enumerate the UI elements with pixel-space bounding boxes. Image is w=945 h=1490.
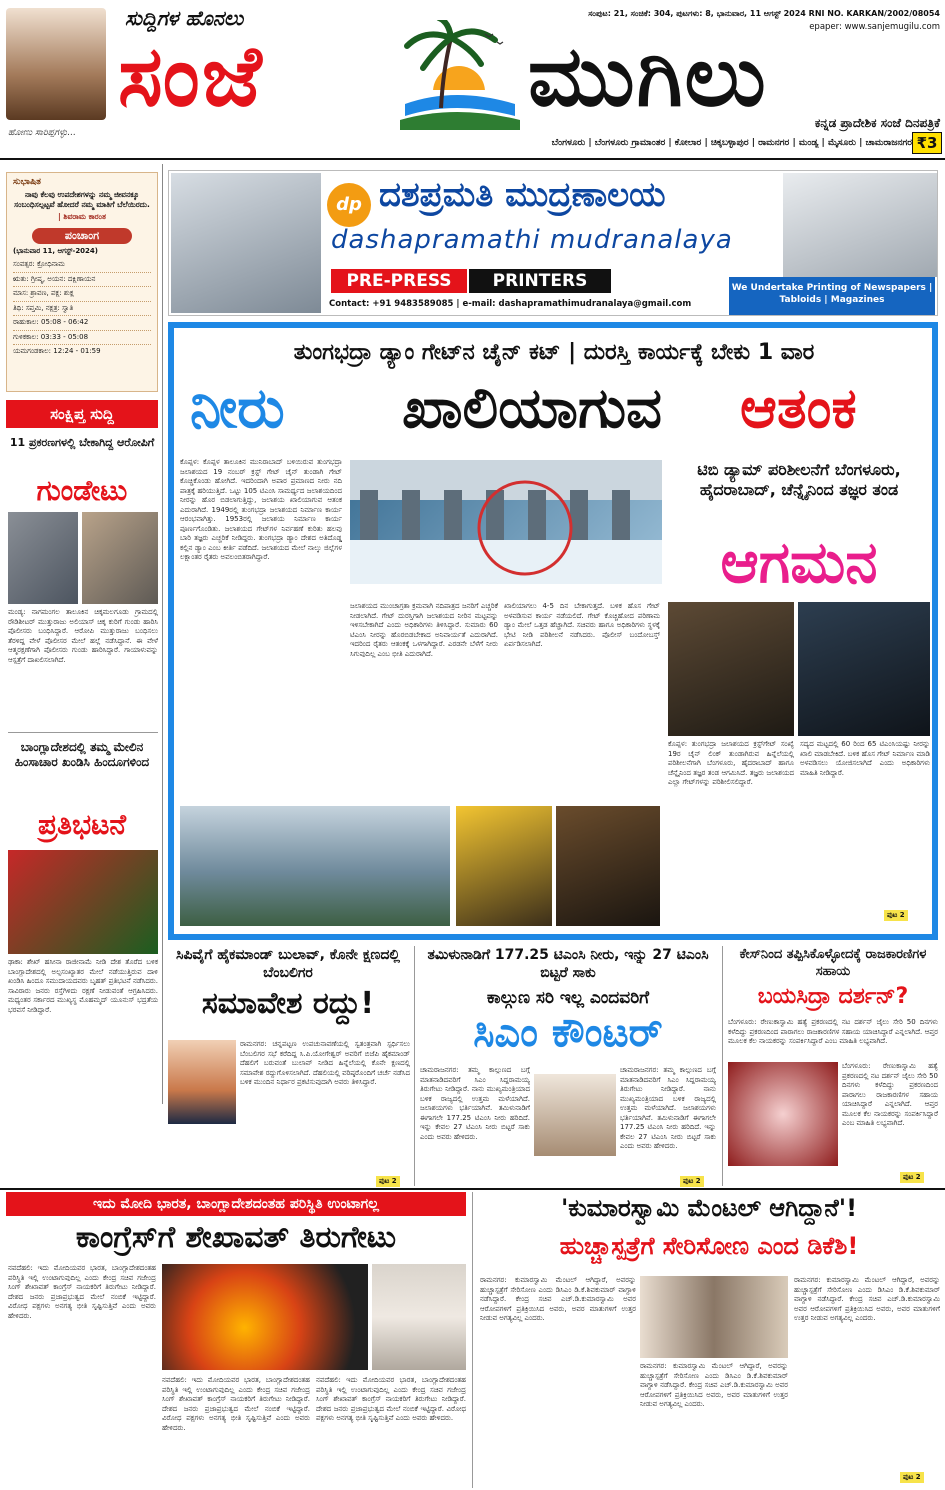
lead-headline-a: ನೀರು — [190, 376, 285, 441]
masthead-title-sanje: ಸಂಜೆ — [118, 27, 264, 125]
brief1-title: ಗುಂಡೇಟು — [36, 474, 128, 507]
cm-photo — [534, 1074, 616, 1156]
bottom-left-title: ಕಾಂಗ್ರೆಸ್‌ಗೆ ಶೇಖಾವತ್ ತಿರುಗೇಟು — [75, 1220, 397, 1255]
ad-press-photo-right — [783, 173, 937, 277]
panchanga-head: ಪಂಚಾಂಗ — [32, 228, 132, 244]
lead-headline-b: ಖಾಲಿಯಾಗುವ — [402, 376, 663, 441]
mid2-kicker: ತಮಿಳುನಾಡಿಗೆ 177.25 ಟಿಎಂಸಿ ನೀರು, ಇನ್ನು 27 ಟಿಎಂಸಿ ಬಿಟ್ಟರೆ ಸಾಕು — [427, 947, 709, 981]
bottom-right-continued[interactable]: ಪುಟ 2 — [900, 1472, 924, 1483]
mid1-kicker: ಸಿಪಿವೈಗೆ ಹೈಕಮಾಂಡ್ ಬುಲಾವ್, ಕೊನೇ ಕ್ಷಣದಲ್ಲಿ ಬೆಂಬಲಿಗರ — [176, 947, 400, 981]
panchanga-date: (ಭಾನುವಾರ 11, ಆಗಸ್ಟ್-2024) — [13, 247, 98, 255]
bottom-left-body: ನವದೆಹಲಿ: ಇದು ಮೋದಿಯವರ ಭಾರತ, ಬಾಂಗ್ಲಾದೇಶದಂತಹ ಪರಿಸ್ಥಿತಿ ಇಲ್ಲಿ ಉಂಟಾಗುವುದಿಲ್ಲ ಎಂದು ಕೇಂದ್ರ ಸಚಿವ ಗಜೇಂದ್ರ ಸಿಂಗ್ ಶೇಖಾವತ್ ಕಾಂಗ್ರೆಸ್ ನಾಯಕರಿಗೆ ತಿರುಗೇಟು ನೀಡಿದ್ದಾರೆ. ದೇಶದ ಜನರು ಪ್ರಜಾಪ್ರಭುತ್ವದ ಮೇಲೆ ನಂಬಿಕೆ ಇಟ್ಟಿದ್ದಾರೆ. ವಿರೋಧ ಪಕ್ಷಗಳು ಅನಗತ್ಯ ಭೀತಿ ಸೃಷ್ಟಿಸುತ್ತಿವೆ ಎಂದು ಅವರು ಹೇಳಿದರು. — [8, 1264, 156, 1320]
mid1-body: ರಾಮನಗರ: ಚನ್ನಪಟ್ಟಣ ಉಪಚುನಾವಣೆಯಲ್ಲಿ ಸ್ವತಂತ್ರವಾಗಿ ಸ್ಪರ್ಧಿಸಲು ಬೆಂಬಲಿಗರ ಸಭೆ ಕರೆದಿದ್ದ ಸಿ.ಪಿ.ಯೋಗೇಶ್ವರ್ ಅವರಿಗೆ ಬಿಜೆಪಿ ಹೈಕಮಾಂಡ್ ದೆಹಲಿಗೆ ಬರುವಂತೆ ಬುಲಾವ್ ನೀಡಿದ ಹಿನ್ನೆಲೆಯಲ್ಲಿ ಕೊನೇ ಕ್ಷಣದಲ್ಲಿ ಸಮಾವೇಶ ರದ್ದುಗೊಳಿಸಲಾಗಿದೆ. ದೆಹಲಿಯಲ್ಲಿ ವರಿಷ್ಠರೊಂದಿಗೆ ಚರ್ಚೆ ನಡೆಸಿದ ಬಳಿಕ ಮುಂದಿನ ನಿರ್ಧಾರ ಪ್ರಕಟಿಸುವುದಾಗಿ ಅವರು ತಿಳಿಸಿದ್ದಾರೆ. — [240, 1040, 410, 1086]
panchanga-item: ರಾಹುಕಾಲ: 05:08 - 06:42 — [13, 316, 151, 331]
modi-photo — [372, 1264, 466, 1370]
price-badge: ₹3 — [912, 132, 942, 154]
mid-bottom-rule — [0, 1188, 945, 1190]
bottom-left-body-3: ನವದೆಹಲಿ: ಇದು ಮೋದಿಯವರ ಭಾರತ, ಬಾಂಗ್ಲಾದೇಶದಂತಹ ಪರಿಸ್ಥಿತಿ ಇಲ್ಲಿ ಉಂಟಾಗುವುದಿಲ್ಲ ಎಂದು ಕೇಂದ್ರ ಸಚಿವ ಗಜೇಂದ್ರ ಸಿಂಗ್ ಶೇಖಾವತ್ ಕಾಂಗ್ರೆಸ್ ನಾಯಕರಿಗೆ ತಿರುಗೇಟು ನೀಡಿದ್ದಾರೆ. ದೇಶದ ಜನರು ಪ್ರಜಾಪ್ರಭುತ್ವದ ಮೇಲೆ ನಂಬಿಕೆ ಇಟ್ಟಿದ್ದಾರೆ. ವಿರೋಧ ಪಕ್ಷಗಳು ಅನಗತ್ಯ ಭೀತಿ ಸೃಷ್ಟಿಸುತ್ತಿವೆ ಎಂದು ಅವರು ಹೇಳಿದರು. — [316, 1376, 466, 1422]
masthead-subtitle: ಕನ್ನಡ ಪ್ರಾದೇಶಿಕ ಸಂಜೆ ದಿನಪತ್ರಿಕೆ — [814, 116, 940, 130]
gate-chain-photo-2 — [556, 806, 660, 926]
mid3-kicker: ಕೇಸ್‌ನಿಂದ ತಪ್ಪಿಸಿಕೊಳ್ಳೋದಕ್ಕೆ ರಾಜಕಾರಣಿಗಳ ಸಹಾಯ — [739, 947, 927, 979]
mid2-title: ಸಿಎಂ ಕೌಂಟರ್ — [473, 1010, 663, 1056]
subhashita-quote: ನಾವು ಕೆಲವು ಉಪದೇಶಗಳನ್ನು ನಮ್ಮ ಜೀವನಕ್ಕೂ ಸಂಬಂಧಿಸಲ್ಪಟ್ಟವೆ ಹೋದರೆ ನಮ್ಮ ಮಾತಿಗೆ ಬೆಲೆಯಿರದು. — [14, 190, 150, 209]
panchanga-item: ಋತು: ಗ್ರೀಷ್ಮ, ಅಯನ: ದಕ್ಷಿಣಾಯನ — [13, 273, 151, 288]
masthead-portrait — [6, 8, 106, 120]
masthead-title-mugilu: ಮುಗಿಲು — [528, 27, 768, 125]
epaper-link[interactable]: epaper: www.sanjemugilu.com — [809, 22, 940, 32]
brief2-body: ಢಾಕಾ: ಶೇಖ್ ಹಸೀನಾ ರಾಜೀನಾಮೆ ನೀಡಿ ದೇಶ ತೊರೆದ ಬಳಿಕ ಬಾಂಗ್ಲಾದೇಶದಲ್ಲಿ ಅಲ್ಪಸಂಖ್ಯಾತರ ಮೇಲೆ ನಡೆಯುತ್ತಿರುವ ದಾಳಿ ಖಂಡಿಸಿ ಹಿಂದೂ ಸಮುದಾಯದವರು ಬೃಹತ್ ಪ್ರತಿಭಟನೆ ನಡೆಸಿದರು. ಸಾವಿರಾರು ಜನರು ರಸ್ತೆಗಿಳಿದು ರಕ್ಷಣೆ ನೀಡುವಂತೆ ಆಗ್ರಹಿಸಿದರು. ಮಧ್ಯಂತರ ಸರ್ಕಾರದ ಮುಖ್ಯಸ್ಥ ಮೊಹಮ್ಮದ್ ಯೂನುಸ್ ಭದ್ರತೆಯ ಭರವಸೆ ನೀಡಿದ್ದಾರೆ. — [8, 958, 158, 1014]
bottom-left-kicker: ಇದು ಮೋದಿ ಭಾರತ, ಬಾಂಗ್ಲಾದೇಶದಂತಹ ಪರಿಸ್ಥಿತಿ ಉಂಟಾಗಲ್ಲ — [6, 1192, 466, 1216]
bottom-right-title: ಹುಚ್ಚಾಸ್ಪತ್ರೆಗೆ ಸೇರಿಸೋಣ ಎಂದ ಡಿಕೆಶಿ! — [559, 1232, 859, 1260]
brief-news-head: ಸಂಕ್ಷಿಪ್ತ ಸುದ್ದಿ — [6, 400, 158, 428]
mid3-title: ಬಯಸಿದ್ರಾ ದರ್ಶನ್? — [757, 984, 909, 1009]
dam-gate-photo — [350, 460, 662, 584]
lead-col4: ಕೊಪ್ಪಳ: ತುಂಗಭದ್ರಾ ಜಲಾಶಯದ ಕ್ರಸ್ಟ್‌ಗೇಟ್ ಸಂಖ್ಯೆ 19ರ ಚೈನ್ ಲಿಂಕ್ ತುಂಡಾಗಿರುವ ಹಿನ್ನೆಲೆಯಲ್ಲಿ ಪರಿಶೀಲನೆಗಾಗಿ ಬೆಂಗಳೂರು, ಹೈದರಾಬಾದ್ ಹಾಗೂ ಚೆನ್ನೈನಿಂದ ತಜ್ಞರ ತಂಡ ಆಗಮಿಸಿದೆ. ತಜ್ಞರು ಜಲಾಶಯದ ಎಲ್ಲಾ ಗೇಟ್‌ಗಳನ್ನು ಪರಿಶೀಲಿಸಲಿದ್ದಾರೆ. — [668, 740, 794, 786]
mid1-continued[interactable]: ಪುಟ 2 — [376, 1176, 400, 1187]
sidebar-vrule — [162, 164, 163, 1104]
brief1-body: ಮಂಡ್ಯ: ನಾಗಮಂಗಲ ತಾಲೂಕಿನ ಚಿಕ್ಕಮಲಗೂಡು ಗ್ರಾಮದಲ್ಲಿ ರೌಡಿಶೀಟರ್ ಮುತ್ತುರಾಜು ಅಲಿಯಾಸ್ ಚಿಕ್ಕ ಕುರಿಗೆ ಗುಂಡು ಹಾರಿಸಿ ಪೊಲೀಸರು ಬಂಧಿಸಿದ್ದಾರೆ. ಆರೋಪಿ ಮುತ್ತುರಾಜು ಬಂಧಿಸಲು ತೆರಳಿದ್ದ ವೇಳೆ ಪೊಲೀಸರ ಮೇಲೆ ಹಲ್ಲೆ ನಡೆಸಿದ್ದಾನೆ. ಈ ವೇಳೆ ಆತ್ಮರಕ್ಷಣೆಗಾಗಿ ಪೊಲೀಸರು ಗುಂಡು ಹಾರಿಸಿದ್ದಾರೆ. ಗಾಯಾಳುವನ್ನು ಆಸ್ಪತ್ರೆಗೆ ದಾಖಲಿಸಲಾಗಿದೆ. — [8, 608, 158, 664]
panchanga-item: ಗುಳಿಕಕಾಲ: 03:33 - 05:08 — [13, 331, 151, 346]
mid-divider-2 — [722, 946, 723, 1186]
dam-aerial-photo — [180, 806, 450, 926]
darshan-collage — [728, 1062, 838, 1166]
mid2-continued[interactable]: ಪುಟ 2 — [680, 1176, 704, 1187]
masthead-tagline: ಸುದ್ದಿಗಳ ಹೊನಲು — [125, 6, 244, 30]
ad-title-en: dashapramathi mudranalaya — [331, 225, 733, 255]
unrest-fire-photo — [162, 1264, 368, 1370]
mid2-body-2: ಚಾಮರಾಜನಗರ: ತಮ್ಮ ಕಾಲ್ಗುಣದ ಬಗ್ಗೆ ಮಾತನಾಡಿದವರಿಗೆ ಸಿಎಂ ಸಿದ್ದರಾಮಯ್ಯ ತಿರುಗೇಟು ನೀಡಿದ್ದಾರೆ. ನಾನು ಮುಖ್ಯಮಂತ್ರಿಯಾದ ಬಳಿಕ ರಾಜ್ಯದಲ್ಲಿ ಉತ್ತಮ ಮಳೆಯಾಗಿದೆ. ಜಲಾಶಯಗಳು ಭರ್ತಿಯಾಗಿವೆ. ತಮಿಳುನಾಡಿಗೆ ಈಗಾಗಲೇ 177.25 ಟಿಎಂಸಿ ನೀರು ಹರಿದಿದೆ. ಇನ್ನು ಕೇವಲ 27 ಟಿಎಂಸಿ ನೀರು ಬಿಟ್ಟರೆ ಸಾಕು ಎಂದು ಅವರು ಹೇಳಿದರು. — [620, 1066, 716, 1150]
lead-kicker: ತುಂಗಭದ್ರಾ ಡ್ಯಾಂ ಗೇಟ್‌ನ ಚೈನ್ ಕಟ್ | ದುರಸ್ತಿ ಕಾರ್ಯಕ್ಕೆ ಬೇಕು 1 ವಾರ — [293, 340, 815, 365]
lead-col2: ಜಲಾಶಯದ ಮುಂಚಾಗ್ರತಾ ಕ್ರಮವಾಗಿ ನದಿಪಾತ್ರದ ಜನರಿಗೆ ಎಚ್ಚರಿಕೆ ನೀಡಲಾಗಿದೆ. ಗೇಟ್ ದುರಸ್ತಿಗಾಗಿ ಜಲಾಶಯದ ನೀರಿನ ಮಟ್ಟವನ್ನು ಇಳಿಸಬೇಕಾಗಿದೆ ಎಂದು ಅಧಿಕಾರಿಗಳು ತಿಳಿಸಿದ್ದಾರೆ. ಸುಮಾರು 60 ಟಿಎಂಸಿ ನೀರನ್ನು ಹೊರಬಿಡಬೇಕಾದ ಅನಿವಾರ್ಯತೆ ಎದುರಾಗಿದೆ. ಇದರಿಂದ ರೈತರು ಆತಂಕಕ್ಕೆ ಒಳಗಾಗಿದ್ದಾರೆ. ಎರಡನೇ ಬೆಳೆಗೆ ನೀರು ಸಿಗುವುದಿಲ್ಲ ಎಂಬ ಭೀತಿ ಎದುರಾಗಿದೆ. — [350, 602, 498, 658]
masthead-signature: ಹೋಣು ಸಾರಿಪ್ಪಗಳ್ಳು... — [8, 128, 76, 138]
hdk-dks-photo — [640, 1276, 788, 1358]
inspection-photo-1 — [668, 602, 794, 736]
district-strip: ಬೆಂಗಳೂರು | ಬೆಂಗಳೂರು ಗ್ರಾಮಾಂತರ | ಕೋಲಾರ | ಚಿಕ್ಕಬಳ್ಳಾಪುರ | ರಾಮನಗರ | ಮಂಡ್ಯ | ಮೈಸೂರು | ಚಾಮರಾಜನಗರ — [551, 138, 912, 148]
ad-undertake: We Undertake Printing of Newspapers | Tabloids | Magazines — [729, 277, 935, 315]
mid3-continued[interactable]: ಪುಟ 2 — [900, 1172, 924, 1183]
ad-logo: dp — [327, 183, 371, 227]
brief1-photo-left — [8, 512, 78, 604]
panchanga-item: ಸಂವತ್ಸರ: ಕ್ರೋಧಿನಾಮ — [13, 258, 151, 273]
yogeshwar-photo — [168, 1040, 236, 1124]
ad-press-photo-left — [171, 173, 321, 313]
lead-col3: ಖಾಲಿಯಾಗಲು 4-5 ದಿನ ಬೇಕಾಗುತ್ತದೆ. ಬಳಿಕ ಹೊಸ ಗೇಟ್ ಅಳವಡಿಸುವ ಕಾರ್ಯ ನಡೆಯಲಿದೆ. ಗೇಟ್ ಕೊಚ್ಚಿಹೋದ ಪರಿಣಾಮ ಡ್ಯಾಂ ಮೇಲೆ ಒತ್ತಡ ಹೆಚ್ಚಾಗಿದೆ. ಸಚಿವರು ಹಾಗೂ ಅಧಿಕಾರಿಗಳು ಸ್ಥಳಕ್ಕೆ ಭೇಟಿ ನೀಡಿ ಪರಿಶೀಲನೆ ನಡೆಸಿದರು. ಪೊಲೀಸ್ ಬಂದೋಬಸ್ತ್ ಏರ್ಪಡಿಸಲಾಗಿದೆ. — [504, 602, 660, 648]
subhashita-box — [6, 172, 158, 392]
gate-chain-photo-1 — [456, 806, 552, 926]
brief1-photo-right — [82, 512, 158, 604]
mid3-body-2: ಬೆಂಗಳೂರು: ರೇಣುಕಾಸ್ವಾಮಿ ಹತ್ಯೆ ಪ್ರಕರಣದಲ್ಲಿ ನಟ ದರ್ಶನ್ ಜೈಲು ಸೇರಿ 50 ದಿನಗಳು ಕಳೆದಿದ್ದು ಪ್ರಕರಣದಿಂದ ಪಾರಾಗಲು ರಾಜಕಾರಣಿಗಳ ಸಹಾಯ ಯಾಚಿಸಿದ್ದಾರೆ ಎನ್ನಲಾಗಿದೆ. ಆಪ್ತರ ಮೂಲಕ ಕೆಲ ನಾಯಕರನ್ನು ಸಂಪರ್ಕಿಸಿದ್ದಾರೆ ಎಂಬ ಮಾಹಿತಿ ಲಭ್ಯವಾಗಿದೆ. — [842, 1062, 938, 1127]
side-title: ಆಗಮನ — [720, 528, 878, 596]
mid2-body: ಚಾಮರಾಜನಗರ: ತಮ್ಮ ಕಾಲ್ಗುಣದ ಬಗ್ಗೆ ಮಾತನಾಡಿದವರಿಗೆ ಸಿಎಂ ಸಿದ್ದರಾಮಯ್ಯ ತಿರುಗೇಟು ನೀಡಿದ್ದಾರೆ. ನಾನು ಮುಖ್ಯಮಂತ್ರಿಯಾದ ಬಳಿಕ ರಾಜ್ಯದಲ್ಲಿ ಉತ್ತಮ ಮಳೆಯಾಗಿದೆ. ಜಲಾಶಯಗಳು ಭರ್ತಿಯಾಗಿವೆ. ತಮಿಳುನಾಡಿಗೆ ಈಗಾಗಲೇ 177.25 ಟಿಎಂಸಿ ನೀರು ಹರಿದಿದೆ. ಇನ್ನು ಕೇವಲ 27 ಟಿಎಂಸಿ ನೀರು ಬಿಟ್ಟರೆ ಸಾಕು ಎಂದು ಅವರು ಹೇಳಿದರು. — [420, 1066, 530, 1141]
side-kicker: ಟಿಬಿ ಡ್ಯಾಮ್ ಪರಿಶೀಲನೆಗೆ ಬೆಂಗಳೂರು, ಹೈದರಾಬಾದ್, ಚೆನ್ನೈನಿಂದ ತಜ್ಞರ ತಂಡ — [697, 460, 901, 499]
subhashita-author: | ಶಿವರಾಮ ಕಾರಂತ — [58, 212, 106, 221]
bottom-right-body-2: ರಾಮನಗರ: ಕುಮಾರಸ್ವಾಮಿ ಮೆಂಟಲ್ ಆಗಿದ್ದಾರೆ, ಅವರನ್ನು ಹುಚ್ಚಾಸ್ಪತ್ರೆಗೆ ಸೇರಿಸೋಣ ಎಂದು ಡಿಸಿಎಂ ಡಿ.ಕೆ.ಶಿವಕುಮಾರ್ ವಾಗ್ದಾಳಿ ನಡೆಸಿದ್ದಾರೆ. ಕೇಂದ್ರ ಸಚಿವ ಎಚ್.ಡಿ.ಕುಮಾರಸ್ವಾಮಿ ಅವರ ಆರೋಪಗಳಿಗೆ ಪ್ರತಿಕ್ರಿಯಿಸಿದ ಅವರು, ಅವರ ಮಾತುಗಳಿಗೆ ಉತ್ತರ ನೀಡುವ ಅಗತ್ಯವಿಲ್ಲ ಎಂದರು. — [640, 1362, 788, 1408]
mid2-kicker2: ಕಾಲ್ಗುಣ ಸರಿ ಇಲ್ಲ ಎಂದವರಿಗೆ — [486, 988, 650, 1008]
panchanga-item: ಮಾಸ: ಶ್ರಾವಣ, ಪಕ್ಷ: ಶುಕ್ಲ — [13, 287, 151, 302]
ad-banner[interactable] — [168, 170, 938, 316]
lead-continued[interactable]: ಪುಟ 2 — [884, 910, 908, 921]
inspection-photo-2 — [798, 602, 930, 736]
mid-divider-1 — [414, 946, 415, 1186]
brief2-protest-photo — [8, 850, 158, 954]
ad-title-kn: ದಶಪ್ರಮತಿ ಮುದ್ರಣಾಲಯ — [379, 175, 666, 215]
ad-tag-prepress: PRE-PRESS — [331, 269, 467, 293]
lead-headline-c: ಆತಂಕ — [740, 376, 857, 441]
bottom-left-body-2: ನವದೆಹಲಿ: ಇದು ಮೋದಿಯವರ ಭಾರತ, ಬಾಂಗ್ಲಾದೇಶದಂತಹ ಪರಿಸ್ಥಿತಿ ಇಲ್ಲಿ ಉಂಟಾಗುವುದಿಲ್ಲ ಎಂದು ಕೇಂದ್ರ ಸಚಿವ ಗಜೇಂದ್ರ ಸಿಂಗ್ ಶೇಖಾವತ್ ಕಾಂಗ್ರೆಸ್ ನಾಯಕರಿಗೆ ತಿರುಗೇಟು ನೀಡಿದ್ದಾರೆ. ದೇಶದ ಜನರು ಪ್ರಜಾಪ್ರಭುತ್ವದ ಮೇಲೆ ನಂಬಿಕೆ ಇಟ್ಟಿದ್ದಾರೆ. ವಿರೋಧ ಪಕ್ಷಗಳು ಅನಗತ್ಯ ಭೀತಿ ಸೃಷ್ಟಿಸುತ್ತಿವೆ ಎಂದು ಅವರು ಹೇಳಿದರು. — [162, 1376, 310, 1432]
brief2-title: ಪ್ರತಿಭಟನೆ — [37, 808, 127, 841]
bottom-right-body-3: ರಾಮನಗರ: ಕುಮಾರಸ್ವಾಮಿ ಮೆಂಟಲ್ ಆಗಿದ್ದಾರೆ, ಅವರನ್ನು ಹುಚ್ಚಾಸ್ಪತ್ರೆಗೆ ಸೇರಿಸೋಣ ಎಂದು ಡಿಸಿಎಂ ಡಿ.ಕೆ.ಶಿವಕುಮಾರ್ ವಾಗ್ದಾಳಿ ನಡೆಸಿದ್ದಾರೆ. ಕೇಂದ್ರ ಸಚಿವ ಎಚ್.ಡಿ.ಕುಮಾರಸ್ವಾಮಿ ಅವರ ಆರೋಪಗಳಿಗೆ ಪ್ರತಿಕ್ರಿಯಿಸಿದ ಅವರು, ಅವರ ಮಾತುಗಳಿಗೆ ಉತ್ತರ ನೀಡುವ ಅಗತ್ಯವಿಲ್ಲ ಎಂದರು. — [794, 1276, 940, 1322]
ad-contact: Contact: +91 9483589085 | e-mail: dashapramathimudranalaya@gmail.com — [329, 299, 692, 309]
bottom-divider — [472, 1192, 473, 1488]
panchanga-item: ಯಮಗಂಡಕಾಲ: 12:24 - 01:59 — [13, 347, 101, 355]
panchanga-item: ತಿಥಿ: ಸಪ್ತಮಿ, ನಕ್ಷತ್ರ: ಸ್ವಾತಿ — [13, 302, 151, 317]
masthead-rule — [0, 158, 945, 160]
brief2-kicker: ಬಾಂಗ್ಲಾದೇಶದಲ್ಲಿ ತಮ್ಮ ಮೇಲಿನ ಹಿಂಸಾಚಾರ ಖಂಡಿಸಿ ಹಿಂದೂಗಳಿಂದ — [14, 740, 150, 769]
bottom-right-body: ರಾಮನಗರ: ಕುಮಾರಸ್ವಾಮಿ ಮೆಂಟಲ್ ಆಗಿದ್ದಾರೆ, ಅವರನ್ನು ಹುಚ್ಚಾಸ್ಪತ್ರೆಗೆ ಸೇರಿಸೋಣ ಎಂದು ಡಿಸಿಎಂ ಡಿ.ಕೆ.ಶಿವಕುಮಾರ್ ವಾಗ್ದಾಳಿ ನಡೆಸಿದ್ದಾರೆ. ಕೇಂದ್ರ ಸಚಿವ ಎಚ್.ಡಿ.ಕುಮಾರಸ್ವಾಮಿ ಅವರ ಆರೋಪಗಳಿಗೆ ಪ್ರತಿಕ್ರಿಯಿಸಿದ ಅವರು, ಅವರ ಮಾತುಗಳಿಗೆ ಉತ್ತರ ನೀಡುವ ಅಗತ್ಯವಿಲ್ಲ ಎಂದರು. — [480, 1276, 636, 1322]
sidebar-divider — [8, 732, 158, 733]
subhashita-head: ಸುಭಾಷಿತ — [13, 177, 41, 187]
mid3-body: ಬೆಂಗಳೂರು: ರೇಣುಕಾಸ್ವಾಮಿ ಹತ್ಯೆ ಪ್ರಕರಣದಲ್ಲಿ ನಟ ದರ್ಶನ್ ಜೈಲು ಸೇರಿ 50 ದಿನಗಳು ಕಳೆದಿದ್ದು ಪ್ರಕರಣದಿಂದ ಪಾರಾಗಲು ರಾಜಕಾರಣಿಗಳ ಸಹಾಯ ಯಾಚಿಸಿದ್ದಾರೆ ಎನ್ನಲಾಗಿದೆ. ಆಪ್ತರ ಮೂಲಕ ಕೆಲ ನಾಯಕರನ್ನು ಸಂಪರ್ಕಿಸಿದ್ದಾರೆ ಎಂಬ ಮಾಹಿತಿ ಲಭ್ಯವಾಗಿದೆ. — [728, 1018, 938, 1045]
lead-col1: ಕೊಪ್ಪಳ: ಕೊಪ್ಪಳ ತಾಲೂಕಿನ ಮುನಿರಾಬಾದ್ ಬಳಿಯಿರುವ ತುಂಗಭದ್ರಾ ಜಲಾಶಯದ 19 ನಂಬರ್ ಕ್ರಸ್ಟ್ ಗೇಟ್ ಚೈನ್ ತುಂಡಾಗಿ ಗೇಟ್ ಕೊಚ್ಚಿಕೊಂಡು ಹೋಗಿದೆ. ಇದರಿಂದಾಗಿ ಅಪಾರ ಪ್ರಮಾಣದ ನೀರು ನದಿ ಪಾತ್ರಕ್ಕೆ ಹರಿಯುತ್ತಿದೆ. ಒಟ್ಟು 105 ಟಿಎಂಸಿ ಸಾಮರ್ಥ್ಯದ ಜಲಾಶಯದಿಂದ ನೀರನ್ನು ಹೊರ ಬಿಡಲಾಗುತ್ತಿದ್ದು, ಜಲಾಶಯ ಖಾಲಿಯಾಗುವ ಆತಂಕ ಎದುರಾಗಿದೆ. 1949ರಲ್ಲಿ ತುಂಗಭದ್ರಾ ಜಲಾಶಯದ ನಿರ್ಮಾಣ ಕಾರ್ಯ ಆರಂಭವಾಗಿತ್ತು. 1953ರಲ್ಲಿ ಜಲಾಶಯ ನಿರ್ಮಾಣ ಕಾರ್ಯ ಪೂರ್ಣಗೊಂಡಿತು. ಜಲಾಶಯದ ಗೇಟ್‌ಗಳ ನಿರ್ವಹಣೆ ಕುರಿತು ಹಲವು ಬಾರಿ ತಜ್ಞರು ಎಚ್ಚರಿಕೆ ನೀಡಿದ್ದರು. ತುಂಗಭದ್ರಾ ಡ್ಯಾಂ ದೇಶದ ಅತಿದೊಡ್ಡ ಕಲ್ಲಿನ ಡ್ಯಾಂ ಎಂಬ ಕೀರ್ತಿ ಪಡೆದಿದೆ. ಜಲಾಶಯದ ಮೇಲೆ ನಾಲ್ಕು ಜಿಲ್ಲೆಗಳ ಲಕ್ಷಾಂತರ ರೈತರು ಅವಲಂಬಿತರಾಗಿದ್ದಾರೆ. — [180, 458, 342, 561]
lead-col5: ಸದ್ಯದ ಮಟ್ಟದಲ್ಲಿ 60 ರಿಂದ 65 ಟಿಎಂಸಿಯಷ್ಟು ನೀರನ್ನು ಖಾಲಿ ಮಾಡಬೇಕಿದೆ. ಬಳಿಕ ಹೊಸ ಗೇಟ್ ನಿರ್ಮಾಣ ಮಾಡಿ ಅಳವಡಿಸಲು ಯೋಜಿಸಲಾಗಿದೆ ಎಂದು ಅಧಿಕಾರಿಗಳು ಮಾಹಿತಿ ನೀಡಿದ್ದಾರೆ. — [800, 740, 930, 777]
issue-info: ಸಂಪುಟ: 21, ಸಂಚಿಕೆ: 304, ಪುಟಗಳು: 8, ಭಾನುವಾರ, 11 ಆಗಸ್ಟ್ 2024 RNI NO. KARKAN/2002/08054 — [588, 9, 940, 18]
brief1-kicker: 11 ಪ್ರಕರಣಗಳಲ್ಲಿ ಬೇಕಾಗಿದ್ದ ಆರೋಪಿಗೆ — [9, 436, 155, 449]
palm-sun-logo — [385, 20, 525, 132]
bottom-right-kicker: 'ಕುಮಾರಸ್ವಾಮಿ ಮೆಂಟಲ್ ಆಗಿದ್ದಾನೆ'! — [560, 1194, 858, 1222]
mid1-title: ಸಮಾವೇಶ ರದ್ದು! — [201, 986, 375, 1021]
ad-tag-printers: PRINTERS — [469, 269, 611, 293]
